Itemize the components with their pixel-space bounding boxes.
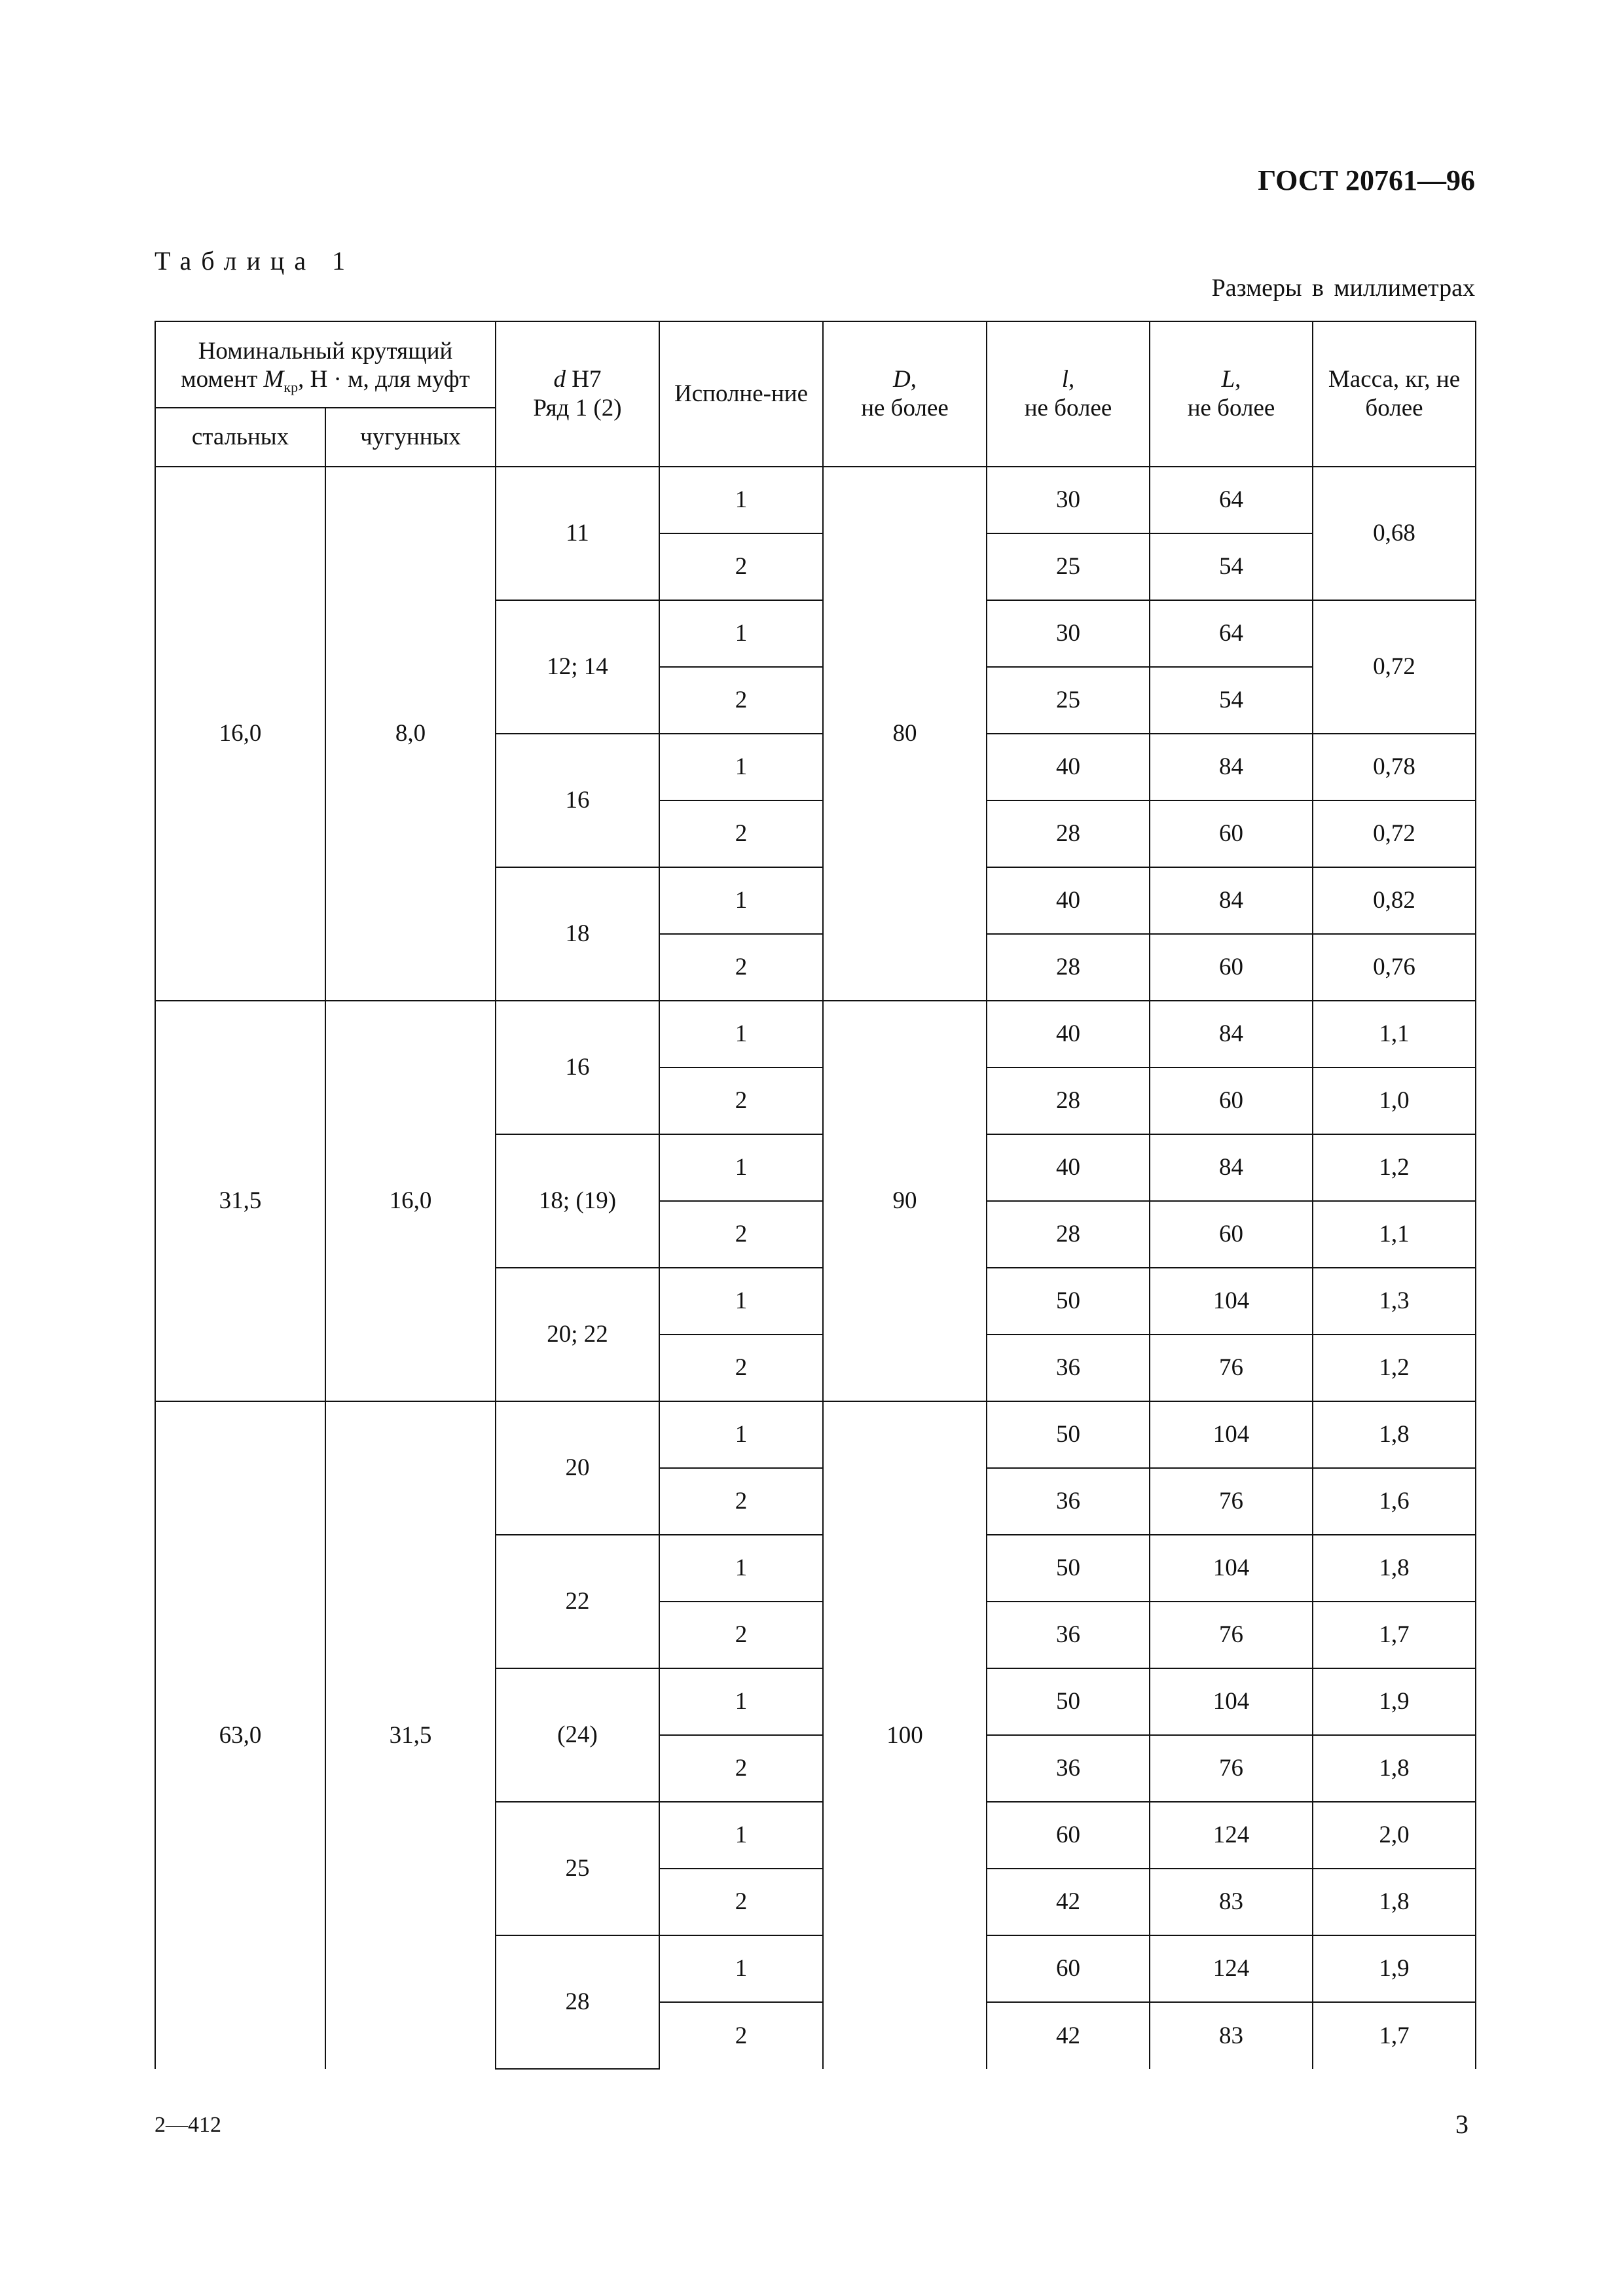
length-L-header (1150, 321, 1313, 467)
cast-iron-torque-cell: 16,0 (325, 1001, 496, 1401)
cast-iron-torque-cell: 31,5 (325, 1401, 496, 2069)
length-l-cell: 36 (987, 1735, 1150, 1802)
length-L-cell: 124 (1150, 1802, 1313, 1869)
execution-cell: 2 (659, 1735, 823, 1802)
mass-cell: 1,1 (1313, 1001, 1476, 1067)
length-l-cell: 60 (987, 1802, 1150, 1869)
length-l-cell: 28 (987, 1067, 1150, 1134)
execution-header: Исполне-ние (659, 321, 823, 467)
execution-cell: 1 (659, 867, 823, 934)
length-l-cell: 50 (987, 1535, 1150, 1602)
mass-cell: 1,6 (1313, 1468, 1476, 1535)
bore-tolerance: H7 (566, 366, 602, 393)
bore-row-note: Ряд 1 (2) (533, 395, 622, 422)
bore-diameter-cell: 22 (496, 1535, 659, 1668)
torque-symbol: M (263, 366, 284, 393)
execution-cell: 2 (659, 800, 823, 867)
length-l-cell: 50 (987, 1401, 1150, 1468)
sheet-code: 2—412 (155, 2113, 221, 2137)
length-L-cell: 83 (1150, 2002, 1313, 2069)
cast-iron-torque-cell: 8,0 (325, 467, 496, 1001)
table-body (155, 467, 1476, 2069)
mass-cell: 2,0 (1313, 1802, 1476, 1869)
mass-cell: 1,8 (1313, 1869, 1476, 1935)
mass-cell: 1,1 (1313, 1201, 1476, 1268)
bore-diameter-cell: 12; 14 (496, 600, 659, 734)
execution-cell: 2 (659, 1602, 823, 1668)
units-note: Размеры в миллиметрах (1211, 274, 1475, 302)
length-L-comma: , (1235, 366, 1241, 393)
execution-cell: 2 (659, 533, 823, 600)
length-l-cell: 28 (987, 800, 1150, 867)
outer-diameter-cell: 80 (823, 467, 987, 1001)
length-L-cell: 60 (1150, 1201, 1313, 1268)
bore-diameter-cell: 20 (496, 1401, 659, 1535)
bore-diameter-cell: 25 (496, 1802, 659, 1935)
execution-cell: 2 (659, 1335, 823, 1401)
length-l-cell: 25 (987, 667, 1150, 734)
length-L-cell: 83 (1150, 1869, 1313, 1935)
execution-cell: 1 (659, 1134, 823, 1201)
execution-cell: 1 (659, 1802, 823, 1869)
length-l-cell: 28 (987, 1201, 1150, 1268)
mass-cell: 1,2 (1313, 1335, 1476, 1401)
table-row (155, 467, 1476, 533)
execution-cell: 2 (659, 1201, 823, 1268)
outer-diameter-cell: 90 (823, 1001, 987, 1401)
length-l-symbol: l (1061, 366, 1069, 393)
length-L-cell: 64 (1150, 467, 1313, 533)
execution-cell: 1 (659, 1935, 823, 2002)
dimensions-table (155, 321, 1476, 2070)
length-l-cell: 30 (987, 600, 1150, 667)
mass-cell: 1,7 (1313, 2002, 1476, 2069)
length-l-cell: 36 (987, 1335, 1150, 1401)
outer-diameter-cell: 100 (823, 1401, 987, 2069)
bore-diameter-cell: 16 (496, 734, 659, 867)
steel-torque-cell: 63,0 (155, 1401, 325, 2069)
torque-header-text: Номинальный крутящий момент (181, 337, 453, 393)
bore-diameter-cell: 18; (19) (496, 1134, 659, 1268)
length-L-cell: 76 (1150, 1602, 1313, 1668)
mass-cell: 0,72 (1313, 600, 1476, 734)
length-l-cell: 40 (987, 1001, 1150, 1067)
length-l-comma: , (1068, 366, 1075, 393)
length-l-limit: не более (1024, 395, 1112, 422)
length-L-cell: 104 (1150, 1535, 1313, 1602)
bore-diameter-cell: (24) (496, 1668, 659, 1802)
outer-diameter-limit: не более (861, 395, 949, 422)
mass-cell: 0,82 (1313, 867, 1476, 934)
outer-diameter-symbol: D (893, 366, 911, 393)
length-l-cell: 25 (987, 533, 1150, 600)
mass-cell: 1,8 (1313, 1401, 1476, 1468)
length-l-header (987, 321, 1150, 467)
cast-iron-header: чугунных (325, 408, 496, 467)
bore-diameter-cell: 11 (496, 467, 659, 600)
length-L-cell: 104 (1150, 1401, 1313, 1468)
execution-cell: 1 (659, 1401, 823, 1468)
mass-cell: 1,8 (1313, 1535, 1476, 1602)
length-l-cell: 42 (987, 2002, 1150, 2069)
execution-cell: 1 (659, 1668, 823, 1735)
bore-diameter-cell: 16 (496, 1001, 659, 1134)
execution-cell: 1 (659, 1535, 823, 1602)
outer-diameter-comma: , (910, 366, 917, 393)
bore-diameter-cell: 18 (496, 867, 659, 1001)
torque-header (155, 321, 496, 408)
length-l-cell: 40 (987, 734, 1150, 800)
length-l-cell: 28 (987, 934, 1150, 1001)
length-L-cell: 54 (1150, 667, 1313, 734)
mass-cell: 0,72 (1313, 800, 1476, 867)
mass-cell: 1,9 (1313, 1668, 1476, 1735)
length-L-cell: 60 (1150, 1067, 1313, 1134)
document-code: ГОСТ 20761—96 (1258, 164, 1475, 196)
mass-cell: 1,0 (1313, 1067, 1476, 1134)
execution-cell: 2 (659, 2002, 823, 2069)
table-row (155, 1001, 1476, 1067)
length-L-cell: 104 (1150, 1668, 1313, 1735)
steel-header: стальных (155, 408, 325, 467)
length-l-cell: 30 (987, 467, 1150, 533)
bore-diameter-header (496, 321, 659, 467)
length-L-cell: 76 (1150, 1335, 1313, 1401)
outer-diameter-header (823, 321, 987, 467)
length-L-symbol: L (1221, 366, 1235, 393)
execution-cell: 1 (659, 1268, 823, 1335)
length-l-cell: 40 (987, 867, 1150, 934)
execution-cell: 2 (659, 1869, 823, 1935)
mass-cell: 0,68 (1313, 467, 1476, 600)
mass-cell: 0,78 (1313, 734, 1476, 800)
length-L-limit: не более (1187, 395, 1275, 422)
length-L-cell: 60 (1150, 800, 1313, 867)
bore-diameter-cell: 20; 22 (496, 1268, 659, 1401)
table-row (155, 1401, 1476, 1468)
length-L-cell: 60 (1150, 934, 1313, 1001)
execution-cell: 2 (659, 1067, 823, 1134)
execution-cell: 2 (659, 667, 823, 734)
length-L-cell: 76 (1150, 1735, 1313, 1802)
length-L-cell: 104 (1150, 1268, 1313, 1335)
bore-symbol: d (553, 366, 566, 393)
execution-cell: 2 (659, 1468, 823, 1535)
length-L-cell: 84 (1150, 734, 1313, 800)
execution-cell: 1 (659, 600, 823, 667)
execution-cell: 1 (659, 734, 823, 800)
mass-header: Масса, кг, не более (1313, 321, 1476, 467)
length-L-cell: 84 (1150, 1134, 1313, 1201)
length-L-cell: 76 (1150, 1468, 1313, 1535)
length-l-cell: 50 (987, 1668, 1150, 1735)
torque-symbol-subscript: кр (283, 379, 299, 396)
torque-header-tail: , Н · м, для муфт (298, 366, 470, 393)
length-l-cell: 50 (987, 1268, 1150, 1335)
page-number: 3 (1455, 2109, 1468, 2139)
mass-cell: 1,3 (1313, 1268, 1476, 1335)
length-l-cell: 40 (987, 1134, 1150, 1201)
execution-cell: 1 (659, 1001, 823, 1067)
bore-diameter-cell: 28 (496, 1935, 659, 2069)
steel-torque-cell: 31,5 (155, 1001, 325, 1401)
length-L-cell: 84 (1150, 867, 1313, 934)
mass-cell: 0,76 (1313, 934, 1476, 1001)
mass-cell: 1,7 (1313, 1602, 1476, 1668)
length-L-cell: 124 (1150, 1935, 1313, 2002)
mass-cell: 1,9 (1313, 1935, 1476, 2002)
mass-cell: 1,2 (1313, 1134, 1476, 1201)
length-L-cell: 64 (1150, 600, 1313, 667)
length-l-cell: 36 (987, 1602, 1150, 1668)
length-l-cell: 36 (987, 1468, 1150, 1535)
length-l-cell: 42 (987, 1869, 1150, 1935)
execution-cell: 1 (659, 467, 823, 533)
steel-torque-cell: 16,0 (155, 467, 325, 1001)
length-L-cell: 54 (1150, 533, 1313, 600)
execution-cell: 2 (659, 934, 823, 1001)
length-L-cell: 84 (1150, 1001, 1313, 1067)
table-label: Таблица 1 (155, 246, 356, 276)
mass-cell: 1,8 (1313, 1735, 1476, 1802)
length-l-cell: 60 (987, 1935, 1150, 2002)
